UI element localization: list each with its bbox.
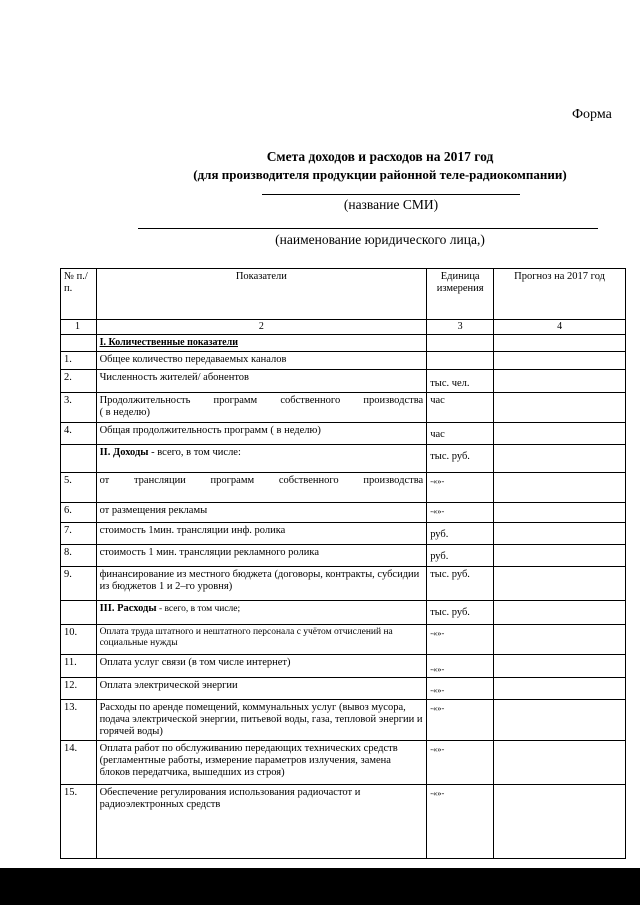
row-unit: -«»-: [427, 473, 494, 503]
table-row: [61, 741, 626, 785]
row-indicator-line: ( в неделю): [99, 407, 150, 418]
row-indicator: от трансляции программ собственного производства: [96, 473, 427, 503]
row-unit: -«»-: [427, 678, 494, 700]
row-unit: тыс. чел.: [427, 370, 494, 393]
section-3-title: III. Расходы - всего, в том числе;: [96, 601, 427, 625]
row-unit: руб.: [427, 523, 494, 545]
row-forecast: [494, 393, 626, 423]
row-unit: -«»-: [427, 741, 494, 785]
row-number: 5.: [61, 473, 97, 503]
table-row: [61, 700, 626, 741]
column-number-row: [61, 320, 626, 335]
row-number: 13.: [61, 700, 97, 741]
table-row: [61, 523, 626, 545]
document-title: [120, 148, 640, 184]
row-indicator: Оплата труда штатного и нештатного персонала с учётом отчислений на социальные нужды: [96, 625, 427, 655]
row-indicator: Общая продолжительность программ ( в неделю): [96, 423, 427, 445]
row-number: 14.: [61, 741, 97, 785]
header-indicators: Показатели: [96, 269, 427, 320]
table-row: [61, 545, 626, 567]
table-row: [61, 655, 626, 678]
row-unit: час: [427, 393, 494, 423]
header-unit: Единица измерения: [427, 269, 494, 320]
row-unit: час: [427, 423, 494, 445]
row-unit: -«»-: [427, 655, 494, 678]
table-row: [61, 503, 626, 523]
table-row: [61, 393, 626, 423]
row-unit: -«»-: [427, 700, 494, 741]
row-indicator: Расходы по аренде помещений, коммунальных услуг (вывоз мусора, подача электрической энергии, питьевой воды, газа, тепловой энергии и горячей воды): [96, 700, 427, 741]
row-forecast: [494, 503, 626, 523]
row-indicator: Обеспечение регулирования использования радиочастот и радиоэлектронных средств: [96, 785, 427, 859]
row-unit: тыс. руб.: [427, 445, 494, 473]
table-row: [61, 625, 626, 655]
row-forecast: [494, 567, 626, 601]
row-indicator: Оплата электрической энергии: [96, 678, 427, 700]
row-indicator: Общее количество передаваемых каналов: [96, 352, 427, 370]
row-forecast: [494, 785, 626, 859]
row-number: 12.: [61, 678, 97, 700]
table-row: [61, 785, 626, 859]
row-unit: руб.: [427, 545, 494, 567]
scan-edge: [0, 868, 640, 905]
section-2-title: II. Доходы - всего, в том числе:: [96, 445, 427, 473]
row-unit: тыс. руб.: [427, 601, 494, 625]
row-forecast: [494, 625, 626, 655]
row-forecast: [494, 370, 626, 393]
row-number: 7.: [61, 523, 97, 545]
legal-entity-caption: (наименование юридического лица,): [275, 232, 485, 247]
media-name-caption: (название СМИ): [343, 197, 439, 212]
row-indicator: Оплата работ по обслуживанию передающих технических средств (регламентные работы, измерение параметров излучения, замена блоков передатчика, вышедших из строя): [96, 741, 427, 785]
row-number: 8.: [61, 545, 97, 567]
row-number: 15.: [61, 785, 97, 859]
column-number: 3: [427, 320, 494, 335]
section-row: [61, 601, 626, 625]
row-forecast: [494, 523, 626, 545]
estimate-table: [60, 268, 626, 859]
row-forecast: [494, 423, 626, 445]
row-number: 1.: [61, 352, 97, 370]
header-number: № п./п.: [61, 269, 97, 320]
table-row: [61, 370, 626, 393]
table-row: [61, 678, 626, 700]
row-unit: [427, 352, 494, 370]
row-number: 3.: [61, 393, 97, 423]
table-row: [61, 473, 626, 503]
column-number: 4: [494, 320, 626, 335]
table-row: [61, 423, 626, 445]
column-number: 1: [61, 320, 97, 335]
right-margin: [632, 0, 640, 868]
row-forecast: [494, 655, 626, 678]
row-indicator: стоимость 1мин. трансляции инф. ролика: [96, 523, 427, 545]
row-forecast: [494, 545, 626, 567]
row-number: 9.: [61, 567, 97, 601]
row-forecast: [494, 473, 626, 503]
table-row: [61, 567, 626, 601]
row-number: 4.: [61, 423, 97, 445]
form-label: Форма: [572, 107, 612, 122]
section-1-title: I. Количественные показатели: [96, 335, 427, 352]
row-forecast: [494, 352, 626, 370]
section-row: [61, 445, 626, 473]
table-header-row: [61, 269, 626, 320]
row-number: 10.: [61, 625, 97, 655]
row-forecast: [494, 700, 626, 741]
row-number: 11.: [61, 655, 97, 678]
legal-entity-underline: [138, 228, 598, 229]
row-indicator: Численность жителей/ абонентов: [96, 370, 427, 393]
column-number: 2: [96, 320, 427, 335]
row-indicator: финансирование из местного бюджета (договоры, контракты, субсидии из бюджетов 1 и 2–го уровня): [96, 567, 427, 601]
row-unit: тыс. руб.: [427, 567, 494, 601]
row-unit: -«»-: [427, 503, 494, 523]
section-row: [61, 335, 626, 352]
table-row: [61, 352, 626, 370]
header-forecast: Прогноз на 2017 год: [494, 269, 626, 320]
row-unit: -«»-: [427, 625, 494, 655]
row-number: 2.: [61, 370, 97, 393]
row-indicator-line: Продолжительность программ собственного производства: [99, 395, 424, 406]
title-line-1: Смета доходов и расходов на 2017 год: [266, 149, 494, 164]
row-indicator: от размещения рекламы: [96, 503, 427, 523]
row-number: 6.: [61, 503, 97, 523]
row-indicator: [96, 393, 427, 423]
media-name-underline: [262, 194, 520, 195]
row-indicator: Оплата услуг связи (в том числе интернет): [96, 655, 427, 678]
row-unit: -«»-: [427, 785, 494, 859]
title-line-2: (для производителя продукции районной теле-радиокомпании): [193, 167, 567, 182]
row-indicator: стоимость 1 мин. трансляции рекламного ролика: [96, 545, 427, 567]
row-forecast: [494, 741, 626, 785]
row-forecast: [494, 678, 626, 700]
